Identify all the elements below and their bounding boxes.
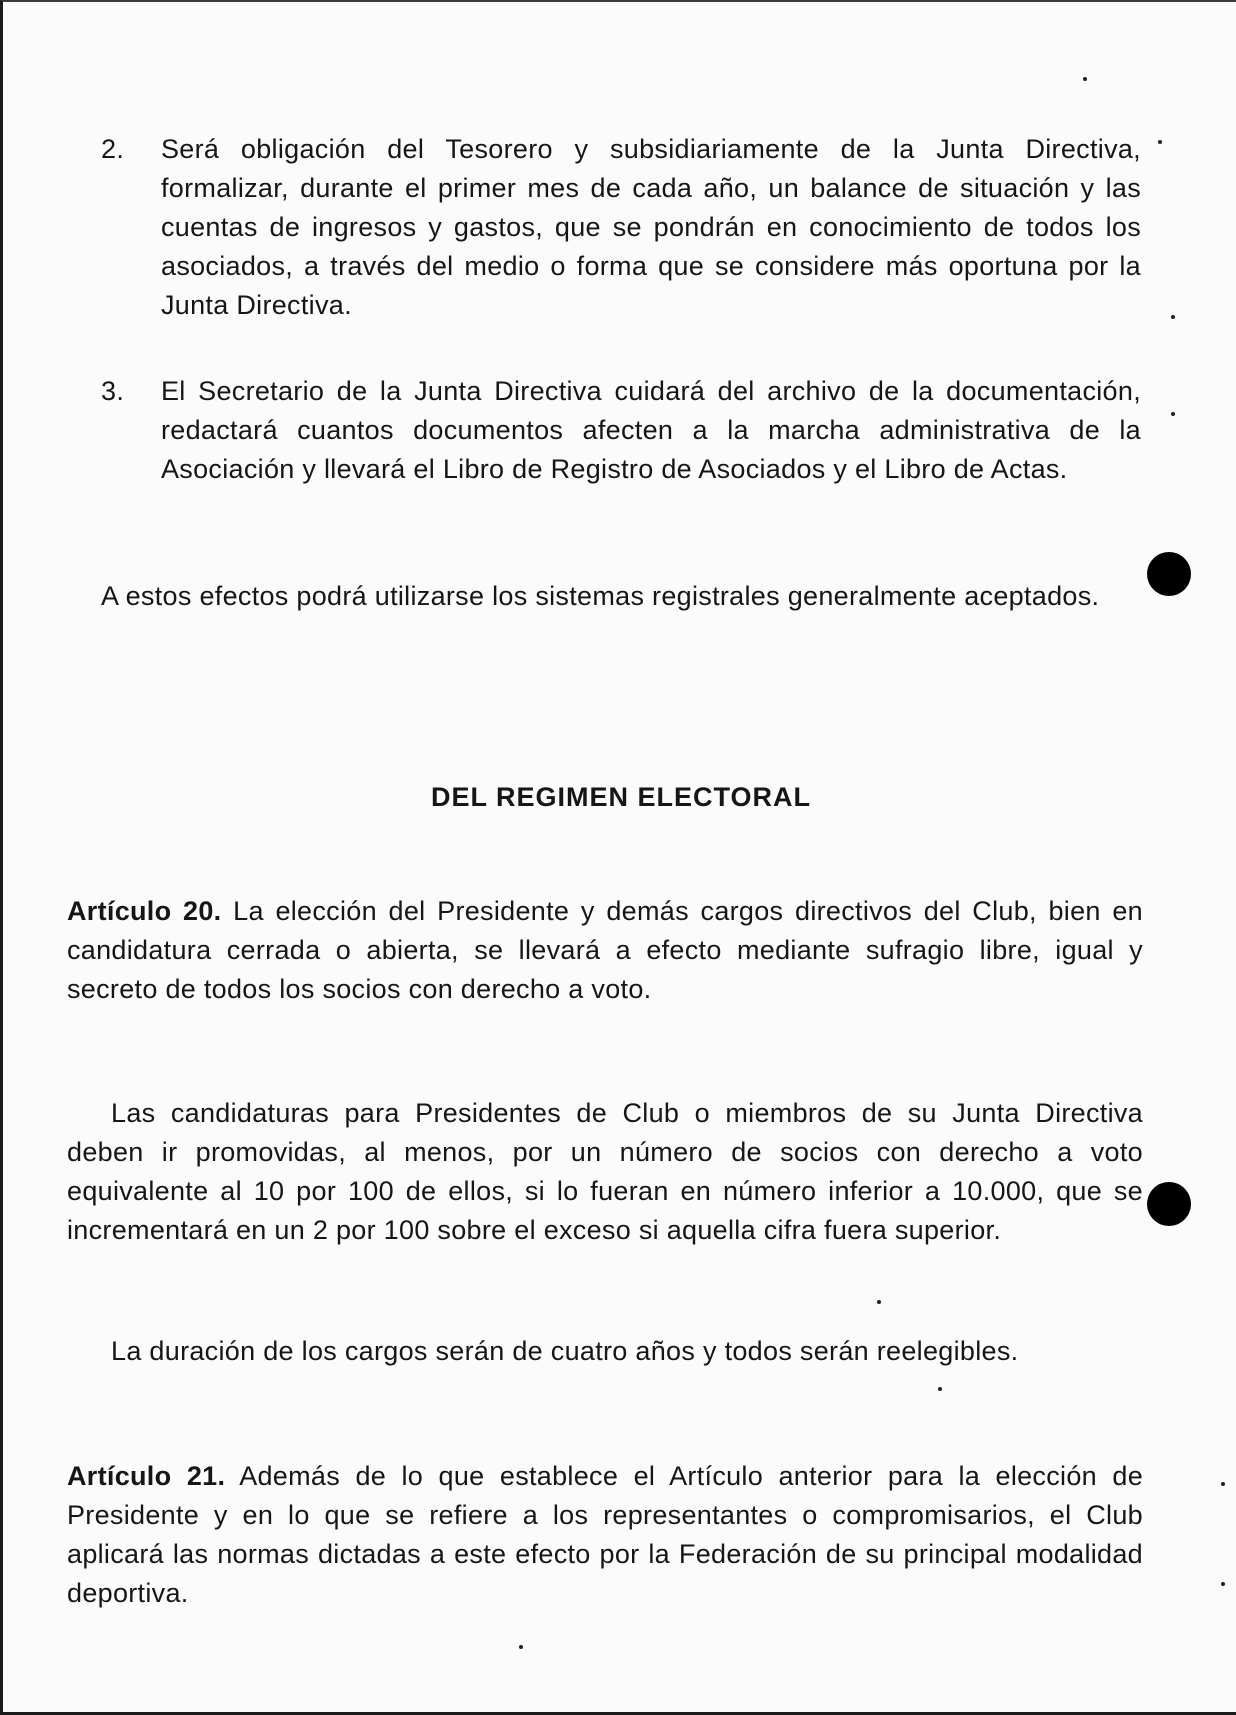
speck (877, 1300, 881, 1304)
punch-hole (1147, 1182, 1191, 1226)
item-text: El Secretario de la Junta Directiva cuidará del archivo de la documentación, redactará cuantos documentos afecten a la marcha administrativa de la Asociación y llevará el Libro de Registro de Asociados y el Libro de Actas. (161, 376, 1141, 484)
article-20-text: La elección del Presidente y demás cargos directivos del Club, bien en candidatura cerrada o abierta, se llevará a efecto mediante sufragio libre, igual y secreto de todos los socios con derecho a voto. (67, 896, 1143, 1004)
article-21-label: Artículo 21. (67, 1461, 226, 1491)
speck (1083, 77, 1087, 81)
article-20-label: Artículo 20. (67, 896, 222, 926)
article-21 (67, 1457, 1143, 1613)
item-2 (101, 130, 1141, 325)
article-20 (67, 892, 1143, 1009)
article-20-paragraph-2: Las candidaturas para Presidentes de Club o miembros de su Junta Directiva deben ir promovidas, al menos, por un número de socios con derecho a voto equivalente al 10 por 100 de ellos, si lo fueran en número inferior a 10.000, que se incrementará en un 2 por 100 sobre el exceso si aquella cifra fuera superior. (67, 1098, 1143, 1245)
punch-hole (1147, 552, 1191, 596)
item-number: 2. (101, 134, 125, 164)
speck (519, 1645, 523, 1649)
registry-note: A estos efectos podrá utilizarse los sistemas registrales generalmente aceptados. (101, 581, 1100, 611)
article-20-paragraph-3: La duración de los cargos serán de cuatro años y todos serán reelegibles. (111, 1336, 1019, 1366)
speck (938, 1387, 942, 1391)
section-heading: DEL REGIMEN ELECTORAL (430, 782, 812, 812)
speck (1171, 412, 1175, 416)
item-3 (101, 372, 1141, 489)
speck (1171, 315, 1175, 319)
item-number: 3. (101, 376, 125, 406)
item-text: Será obligación del Tesorero y subsidiariamente de la Junta Directiva, formalizar, durante el primer mes de cada año, un balance de situación y las cuentas de ingresos y gastos, que se pondrán en conocimiento de todos los asociados, a través del medio o forma que se considere más oportuna por la Junta Directiva. (161, 134, 1141, 320)
speck (1221, 1582, 1225, 1586)
speck (1221, 1482, 1225, 1486)
speck (1158, 140, 1162, 144)
article-21-text: Además de lo que establece el Artículo anterior para la elección de Presidente y en lo que se refiere a los representantes o compromisarios, el Club aplicará las normas dictadas a este efecto por la Federación de su principal modalidad deportiva. (67, 1461, 1144, 1608)
